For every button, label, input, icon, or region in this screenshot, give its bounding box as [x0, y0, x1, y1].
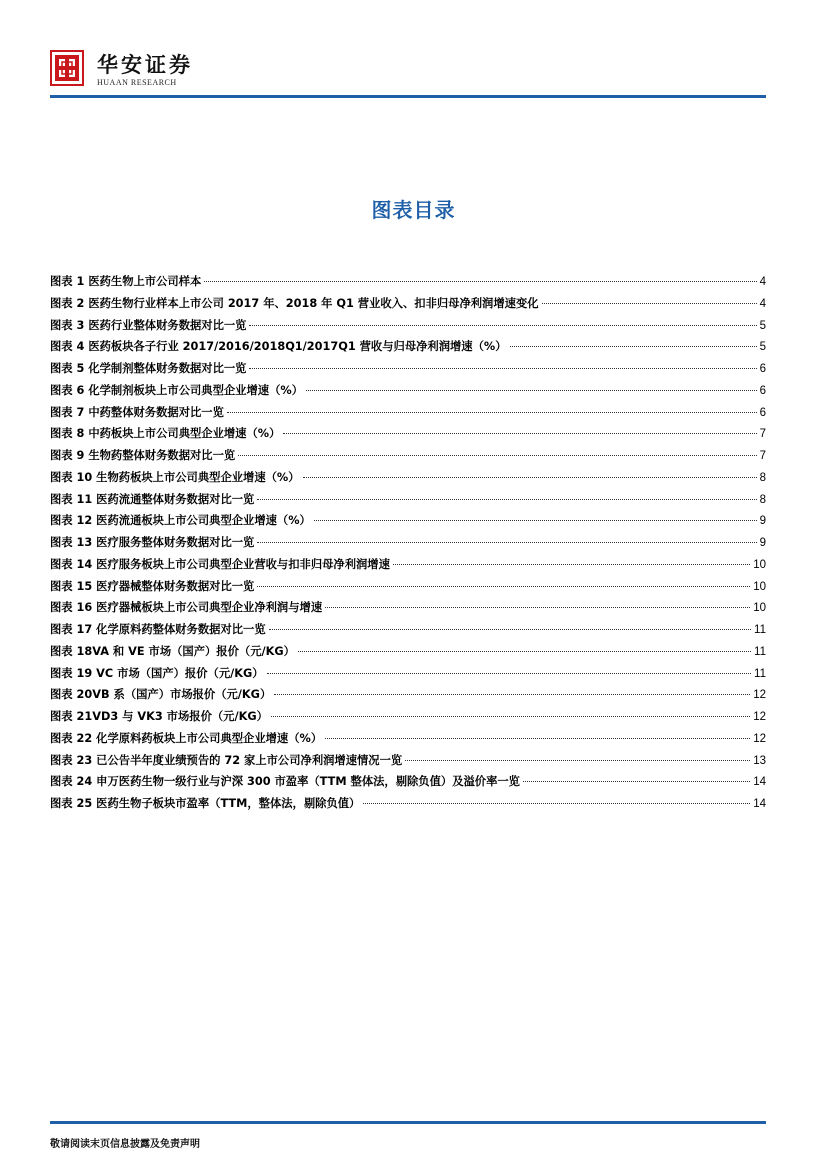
toc-entry-label: 图表 9 生物药整体财务数据对比一览 [50, 449, 236, 462]
toc-dot-leader [542, 303, 757, 304]
toc-entry-page-number: 6 [759, 406, 766, 419]
toc-entry-page-number: 8 [759, 471, 766, 484]
toc-entry-label: 图表 24 申万医药生物一级行业与沪深 300 市盈率（TTM 整体法，剔除负值）及溢价率一览 [50, 775, 520, 789]
toc-entry-page-number: 4 [759, 297, 766, 310]
toc-entry[interactable] [50, 773, 766, 795]
toc-entry-page-number: 10 [753, 602, 766, 615]
toc-entry-label: 图表 3 医药行业整体财务数据对比一览 [50, 318, 247, 332]
toc-entry-label: 图表 12 医药流通板块上市公司典型企业增速（%） [50, 514, 311, 528]
toc-entry[interactable] [50, 338, 766, 360]
toc-entry[interactable] [50, 512, 766, 534]
toc-dot-leader [257, 586, 750, 587]
toc-entry-page-number: 13 [753, 754, 766, 767]
toc-entry-label: 图表 6 化学制剂板块上市公司典型企业增速（%） [50, 383, 303, 397]
header-divider [50, 95, 766, 98]
toc-entry-label: 图表 5 化学制剂整体财务数据对比一览 [50, 362, 247, 375]
toc-entry-page-number: 7 [759, 428, 766, 441]
toc-entry[interactable] [50, 273, 766, 295]
toc-entry-page-number: 14 [753, 798, 766, 810]
toc-entry[interactable] [50, 469, 766, 491]
toc-dot-leader [325, 738, 750, 739]
toc-entry-label: 图表 21VD3 与 VK3 市场报价（元/KG） [50, 710, 268, 723]
toc-dot-leader [314, 520, 757, 521]
toc-entry-page-number: 10 [753, 558, 766, 571]
toc-entry[interactable] [50, 599, 766, 621]
toc-dot-leader [405, 760, 750, 761]
toc-entry[interactable] [50, 578, 766, 600]
toc-dot-leader [249, 368, 756, 369]
disclaimer-footer: 敬请阅读末页信息披露及免责声明 [50, 1139, 200, 1150]
toc-dot-leader [274, 694, 750, 695]
toc-dot-leader [298, 651, 751, 652]
toc-entry-page-number: 14 [753, 776, 766, 789]
toc-entry-label: 图表 8 中药板块上市公司典型企业增速（%） [50, 427, 281, 441]
footer-divider [50, 1121, 766, 1124]
toc-entry-label: 图表 2 医药生物行业样本上市公司 2017 年、2018 年 Q1 营业收入、扣非归母净利润增速变化 [50, 296, 539, 310]
huaan-logo-icon [50, 50, 84, 86]
toc-entry-page-number: 10 [753, 580, 766, 593]
toc-dot-leader [510, 346, 757, 347]
toc-entry[interactable] [50, 317, 766, 339]
toc-entry[interactable] [50, 556, 766, 578]
toc-entry-label: 图表 23 已公告半年度业绩预告的 72 家上市公司净利润增速情况一览 [50, 753, 403, 767]
toc-dot-leader [523, 781, 750, 782]
toc-entry-page-number: 12 [753, 732, 766, 745]
toc-entry[interactable] [50, 730, 766, 752]
toc-entry-label: 图表 10 生物药板块上市公司典型企业增速（%） [50, 470, 300, 484]
toc-entry-label: 图表 14 医疗服务板块上市公司典型企业营收与扣非归母净利润增速 [50, 557, 390, 571]
toc-entry[interactable] [50, 621, 766, 643]
toc-entry[interactable] [50, 752, 766, 774]
toc-dot-leader [227, 412, 757, 413]
toc-entry[interactable] [50, 425, 766, 447]
toc-dot-leader [257, 542, 756, 543]
toc-entry-page-number: 11 [754, 645, 766, 658]
logo-chinese-name: 华安证券 [97, 52, 193, 77]
toc-entry[interactable] [50, 643, 766, 665]
toc-entry-label: 图表 19 VC 市场（国产）报价（元/KG） [50, 666, 264, 680]
toc-entry-page-number: 11 [754, 624, 766, 636]
toc-entry-label: 图表 13 医疗服务整体财务数据对比一览 [50, 536, 255, 549]
toc-dot-leader [325, 607, 750, 608]
toc-entry[interactable] [50, 686, 766, 708]
toc-entry-page-number: 12 [753, 711, 766, 723]
toc-entry-label: 图表 16 医疗器械板块上市公司典型企业净利润与增速 [50, 601, 323, 615]
toc-entry-label: 图表 15 医疗器械整体财务数据对比一览 [50, 579, 255, 593]
toc-entry[interactable] [50, 447, 766, 469]
toc-entry-label: 图表 17 化学原料药整体财务数据对比一览 [50, 623, 266, 636]
toc-entry-page-number: 7 [759, 450, 766, 462]
toc-entry-page-number: 5 [759, 319, 766, 332]
toc-entry-page-number: 12 [753, 689, 766, 702]
toc-dot-leader [267, 673, 751, 674]
toc-entry-page-number: 6 [759, 363, 766, 375]
toc-entry-label: 图表 22 化学原料药板块上市公司典型企业增速（%） [50, 731, 323, 745]
figure-table-of-contents [50, 273, 766, 817]
toc-entry[interactable] [50, 295, 766, 317]
toc-dot-leader [283, 433, 756, 434]
toc-entry[interactable] [50, 404, 766, 426]
toc-entry-page-number: 5 [759, 341, 766, 354]
toc-dot-leader [306, 390, 757, 391]
toc-dot-leader [271, 716, 750, 717]
toc-dot-leader [238, 455, 756, 456]
toc-entry[interactable] [50, 795, 766, 817]
toc-dot-leader [269, 629, 751, 630]
toc-dot-leader [204, 281, 756, 282]
toc-entry-page-number: 9 [759, 537, 766, 549]
toc-entry-page-number: 6 [759, 384, 766, 397]
page-title: 图表目录 [371, 198, 456, 222]
toc-entry-label: 图表 25 医药生物子板块市盈率（TTM，整体法，剔除负值） [50, 797, 361, 810]
toc-entry[interactable] [50, 708, 766, 730]
toc-entry[interactable] [50, 534, 766, 556]
toc-entry-page-number: 4 [759, 276, 766, 288]
toc-dot-leader [257, 499, 756, 500]
toc-entry-page-number: 8 [759, 493, 766, 506]
toc-entry-label: 图表 11 医药流通整体财务数据对比一览 [50, 492, 255, 506]
toc-dot-leader [303, 477, 757, 478]
toc-entry-label: 图表 20VB 系（国产）市场报价（元/KG） [50, 688, 272, 702]
toc-dot-leader [393, 564, 750, 565]
toc-entry-label: 图表 18VA 和 VE 市场（国产）报价（元/KG） [50, 644, 295, 658]
page-header [0, 0, 827, 100]
toc-entry-page-number: 11 [754, 667, 766, 680]
toc-entry-label: 图表 4 医药板块各子行业 2017/2016/2018Q1/2017Q1 营收与归母净利润增速（%） [50, 340, 507, 354]
toc-entry[interactable] [50, 360, 766, 382]
toc-entry-label: 图表 7 中药整体财务数据对比一览 [50, 405, 224, 419]
toc-entry[interactable] [50, 382, 766, 404]
toc-entry-label: 图表 1 医药生物上市公司样本 [50, 275, 202, 288]
toc-entry[interactable] [50, 491, 766, 513]
toc-entry-page-number: 9 [759, 515, 766, 528]
toc-dot-leader [249, 325, 756, 326]
toc-entry[interactable] [50, 665, 766, 687]
toc-dot-leader [363, 803, 750, 804]
logo-english-name: HUAAN RESEARCH [97, 78, 177, 87]
